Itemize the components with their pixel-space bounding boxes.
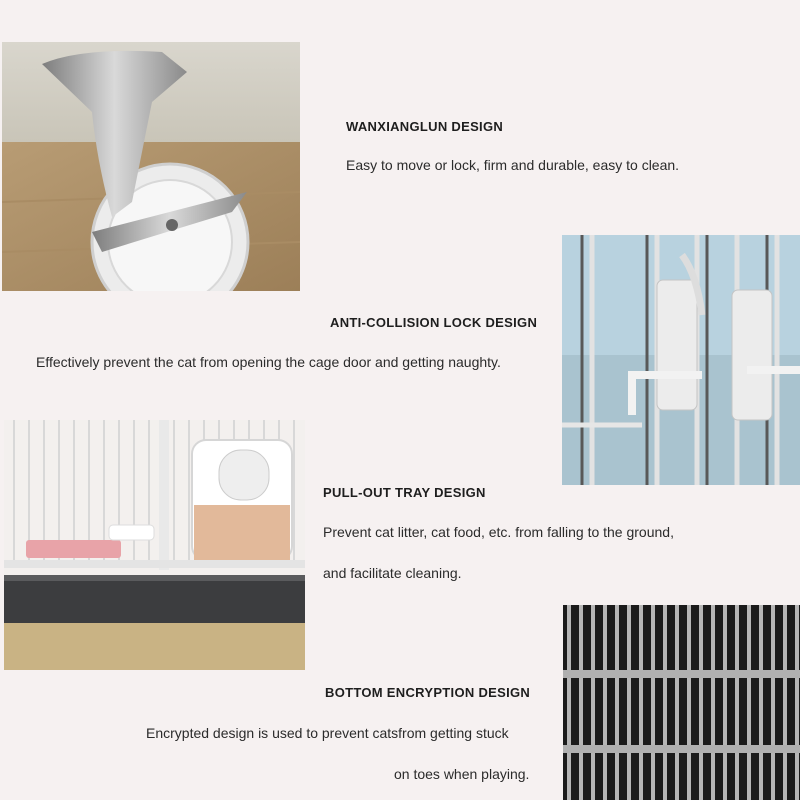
- caster-wheel-photo: [2, 42, 300, 291]
- section-heading: BOTTOM ENCRYPTION DESIGN: [325, 685, 531, 700]
- section-description: Encrypted design is used to prevent catsfrom getting stuck: [146, 725, 509, 741]
- section-description: Easy to move or lock, firm and durable, easy to clean.: [346, 157, 680, 173]
- cage-tray-photo: [4, 420, 305, 670]
- section-description: Prevent cat litter, cat food, etc. from falling to the ground,: [323, 524, 674, 540]
- section-heading: ANTI-COLLISION LOCK DESIGN: [330, 315, 538, 330]
- section-heading: PULL-OUT TRAY DESIGN: [323, 485, 486, 500]
- section-heading: WANXIANGLUN DESIGN: [346, 119, 504, 134]
- dense-grid-photo: [563, 605, 800, 800]
- door-latch-photo: [562, 235, 800, 485]
- section-description: and facilitate cleaning.: [323, 565, 462, 581]
- section-description: Effectively prevent the cat from opening the cage door and getting naughty.: [36, 354, 501, 370]
- section-description: on toes when playing.: [394, 766, 530, 782]
